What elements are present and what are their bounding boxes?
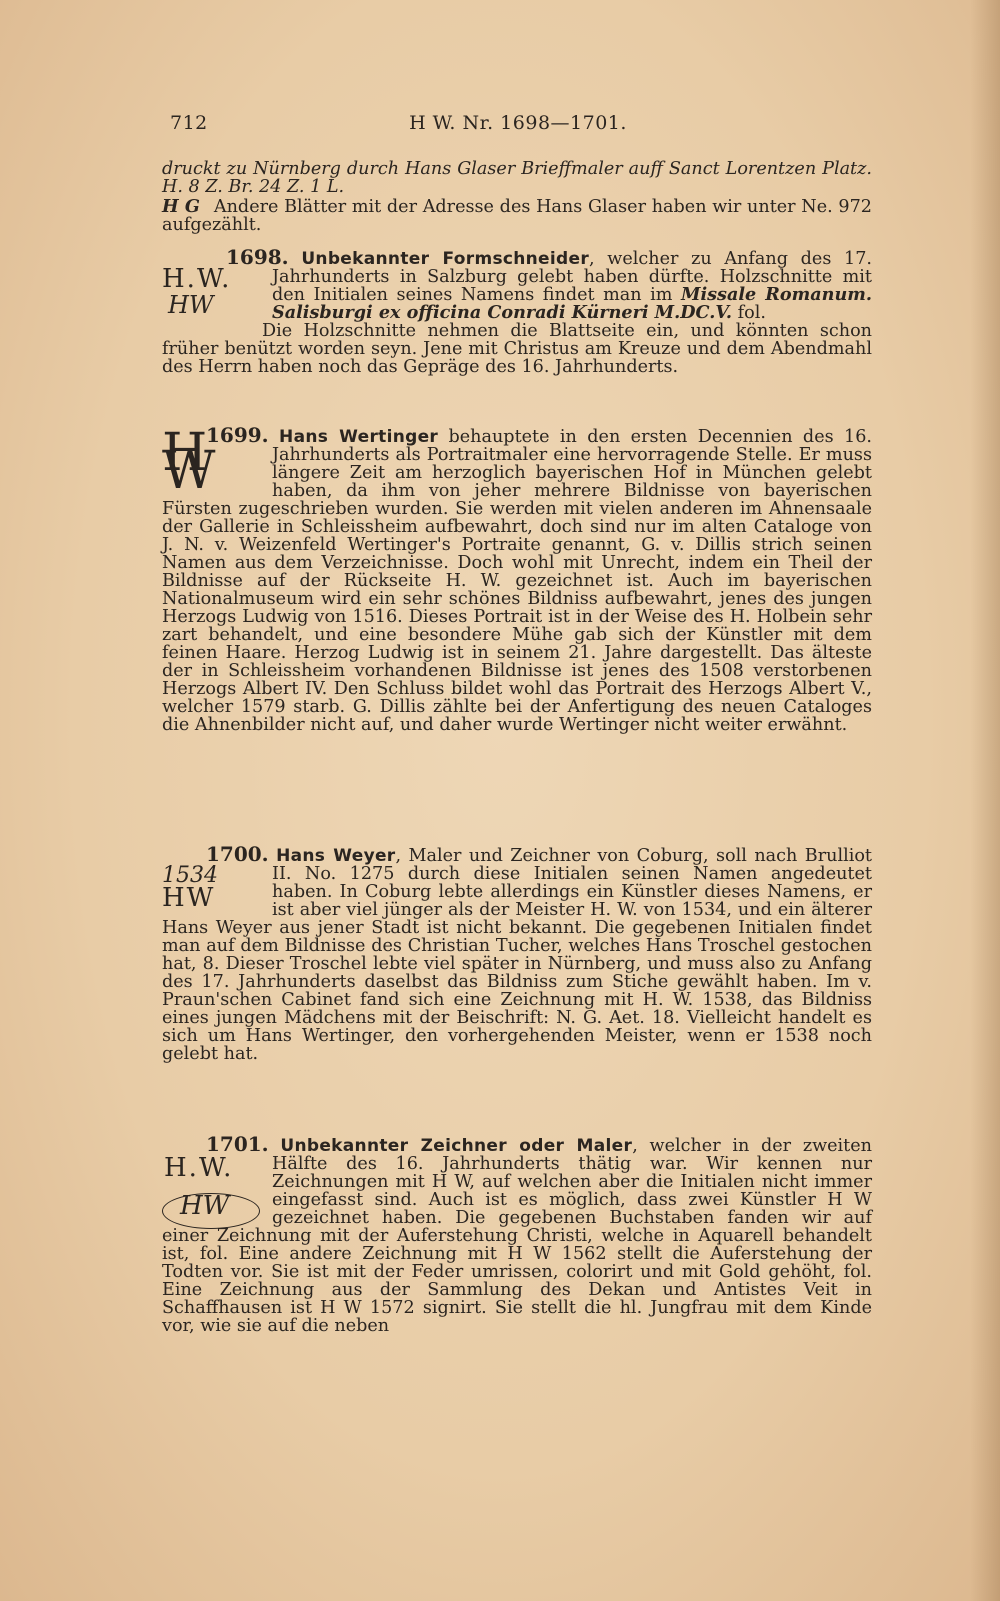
entry-1698-paragraph-2: Die Holzschnitte nehmen die Blattseite ein, und könnten schon früher benützt worden seyn. Jene mit Christus am Kreuze und dem Abendmahl des Herrn haben noch das Gepräge des 16. Jahrhunderts. bbox=[162, 321, 872, 377]
entry-1698 bbox=[162, 245, 873, 377]
entry-text: , welcher zu Anfang des 17. Jahrhunderts in Salzburg gelebt haben dürfte. Holzschnitte mit den Initialen seines Namens findet man im bbox=[272, 249, 873, 305]
intro-ref-paragraph bbox=[162, 198, 872, 234]
intro-line: druckt zu Nürnberg durch Hans Glaser Brieffmaler auff Sanct Lorentzen Platz. H. 8 Z. Br. 24 Z. 1 L. bbox=[162, 159, 872, 197]
entry-1699 bbox=[162, 423, 873, 735]
entry-1700-paragraph bbox=[162, 842, 873, 1064]
monogram-1698-a: H.W. bbox=[162, 264, 232, 294]
entry-1699-paragraph bbox=[162, 423, 873, 735]
entry-number: 1698. bbox=[226, 245, 289, 269]
page-number: 712 bbox=[170, 112, 208, 134]
entry-title-italic: Missale Romanum. Salisburgi ex officina Conradi Kürneri M.DC.V. bbox=[272, 284, 872, 323]
entry-1701-paragraph bbox=[162, 1132, 872, 1336]
monogram-1700 bbox=[162, 845, 262, 913]
entry-text: behauptete in den ersten Decennien des 16. Jahrhunderts als Portraitmaler eine hervorragende Stelle. Er muss längere Zeit am herzoglich bayerischen Hof in München gelebt haben, da ihm von jeher mehrere Bildnisse von bayerischen Fürsten zugeschrieben wurden. Sie werden mit vielen anderen im Ahnensaale der Gallerie in Schleissheim aufbewahrt, doch sind nur im alten Cataloge von J. N. v. Weizenfeld Wertinger's Portraite genannt, G. v. Dillis strich seinen Namen aus dem Verzeichnisse. Doch wohl mit Unrecht, indem ein Theil der Bildnisse auf der Rückseite H. W. gezeichnet ist. Auch im bayerischen Nationalmuseum wird ein sehr schönes Bildniss aufbewahrt, jenes des jungen Herzogs Ludwig von 1516. Dieses Portrait ist in der Weise des H. Holbein sehr zart behandelt, und eine besondere Mühe gab sich der Künstler mit dem feinen Haare. Herzog Ludwig ist in seinem 21. Jahre dargestellt. Das älteste der in Schleissheim vorhandenen Bildnisse ist jenes des 1508 verstorbenen Herzogs Albert IV. Den Schluss bildet wohl das Portrait des Herzogs Albert V., welcher 1579 starb. G. Dillis zählte bei der Anfertigung des neuen Cataloges die Ahnenbilder nicht auf, und daher wurde Wertinger nicht weiter erwähnt. bbox=[162, 427, 873, 735]
entry-1700 bbox=[162, 842, 873, 1064]
monogram-1698 bbox=[162, 248, 262, 319]
running-title: H W. Nr. 1698—1701. bbox=[409, 112, 627, 134]
entry-number: 1701. bbox=[206, 1132, 269, 1156]
entry-text-end: fol. bbox=[732, 303, 766, 323]
monogram-1701 bbox=[162, 1135, 262, 1227]
monogram-1698-b: HW bbox=[168, 291, 214, 319]
monogram-1701-b: HW bbox=[180, 1191, 230, 1221]
monogram-1699 bbox=[162, 423, 262, 501]
intro-ref-text: Andere Blätter mit der Adresse des Hans Glaser haben wir unter Ne. 972 aufgezählt. bbox=[162, 197, 872, 235]
page-edge-shadow bbox=[970, 0, 1000, 1601]
entry-number: 1700. bbox=[206, 842, 269, 866]
hg-monogram: H G bbox=[162, 196, 200, 217]
entry-name: Unbekannter Formschneider bbox=[301, 249, 590, 269]
entry-text: , Maler und Zeichner von Coburg, soll nach Brulliot II. No. 1275 durch diese Initialen seinen Namen angedeutet haben. In Coburg lebte allerdings ein Künstler dieses Namens, er ist aber viel jünger als der Meister H. W. von 1534, und ein älterer Hans Weyer aus jener Stadt ist nicht bekannt. Die gegebenen Initialen findet man auf dem Bildnisse des Christian Tucher, welches Hans Troschel gestochen hat, 8. Dieser Troschel lebte viel später in Nürnberg, und muss also zu Anfang des 17. Jahrhunderts daselbst das Bildniss zum Stiche gewählt haben. Im v. Praun'schen Cabinet fand sich eine Zeichnung mit H. W. 1538, das Bildniss eines jungen Mädchens mit der Beischrift: N. G. Aet. 18. Vielleicht handelt es sich um Hans Wertinger, den vorhergehenden Meister, wenn er 1538 noch gelebt hat. bbox=[162, 846, 873, 1064]
intro-block bbox=[162, 160, 872, 234]
entry-number: 1699. bbox=[206, 423, 269, 447]
monogram-1699-text: H W bbox=[162, 423, 226, 501]
monogram-1700-year: 1534 bbox=[162, 863, 218, 888]
entry-1698-paragraph bbox=[162, 245, 873, 323]
entry-1701 bbox=[162, 1132, 872, 1336]
entry-name: Hans Weyer bbox=[276, 846, 396, 866]
monogram-1701-a: H.W. bbox=[164, 1153, 234, 1183]
entry-text: , welcher in der zweiten Hälfte des 16. Jahrhunderts thätig war. Wir kennen nur Zeichnungen mit H W, auf welchen aber die Initialen nicht immer eingefasst sind. Auch ist es möglich, dass zwei Künstler H W gezeichnet haben. Die gegebenen Buchstaben fanden wir auf einer Zeichnung mit der Auferstehung Christi, welche in Aquarell behandelt ist, fol. Eine andere Zeichnung mit H W 1562 stellt die Auferstehung der Todten vor. Sie ist mit der Feder umrissen, colorirt und mit Gold gehöht, fol. Eine Zeichnung aus der Sammlung des Dekan und Antistes Veit in Schaffhausen ist H W 1572 signirt. Sie stellt die hl. Jungfrau mit dem Kinde vor, wie sie auf die neben bbox=[162, 1136, 872, 1336]
entry-name: Hans Wertinger bbox=[279, 427, 439, 447]
entry-name: Unbekannter Zeichner oder Maler bbox=[280, 1136, 633, 1156]
monogram-1700-letters: HW bbox=[162, 883, 216, 913]
